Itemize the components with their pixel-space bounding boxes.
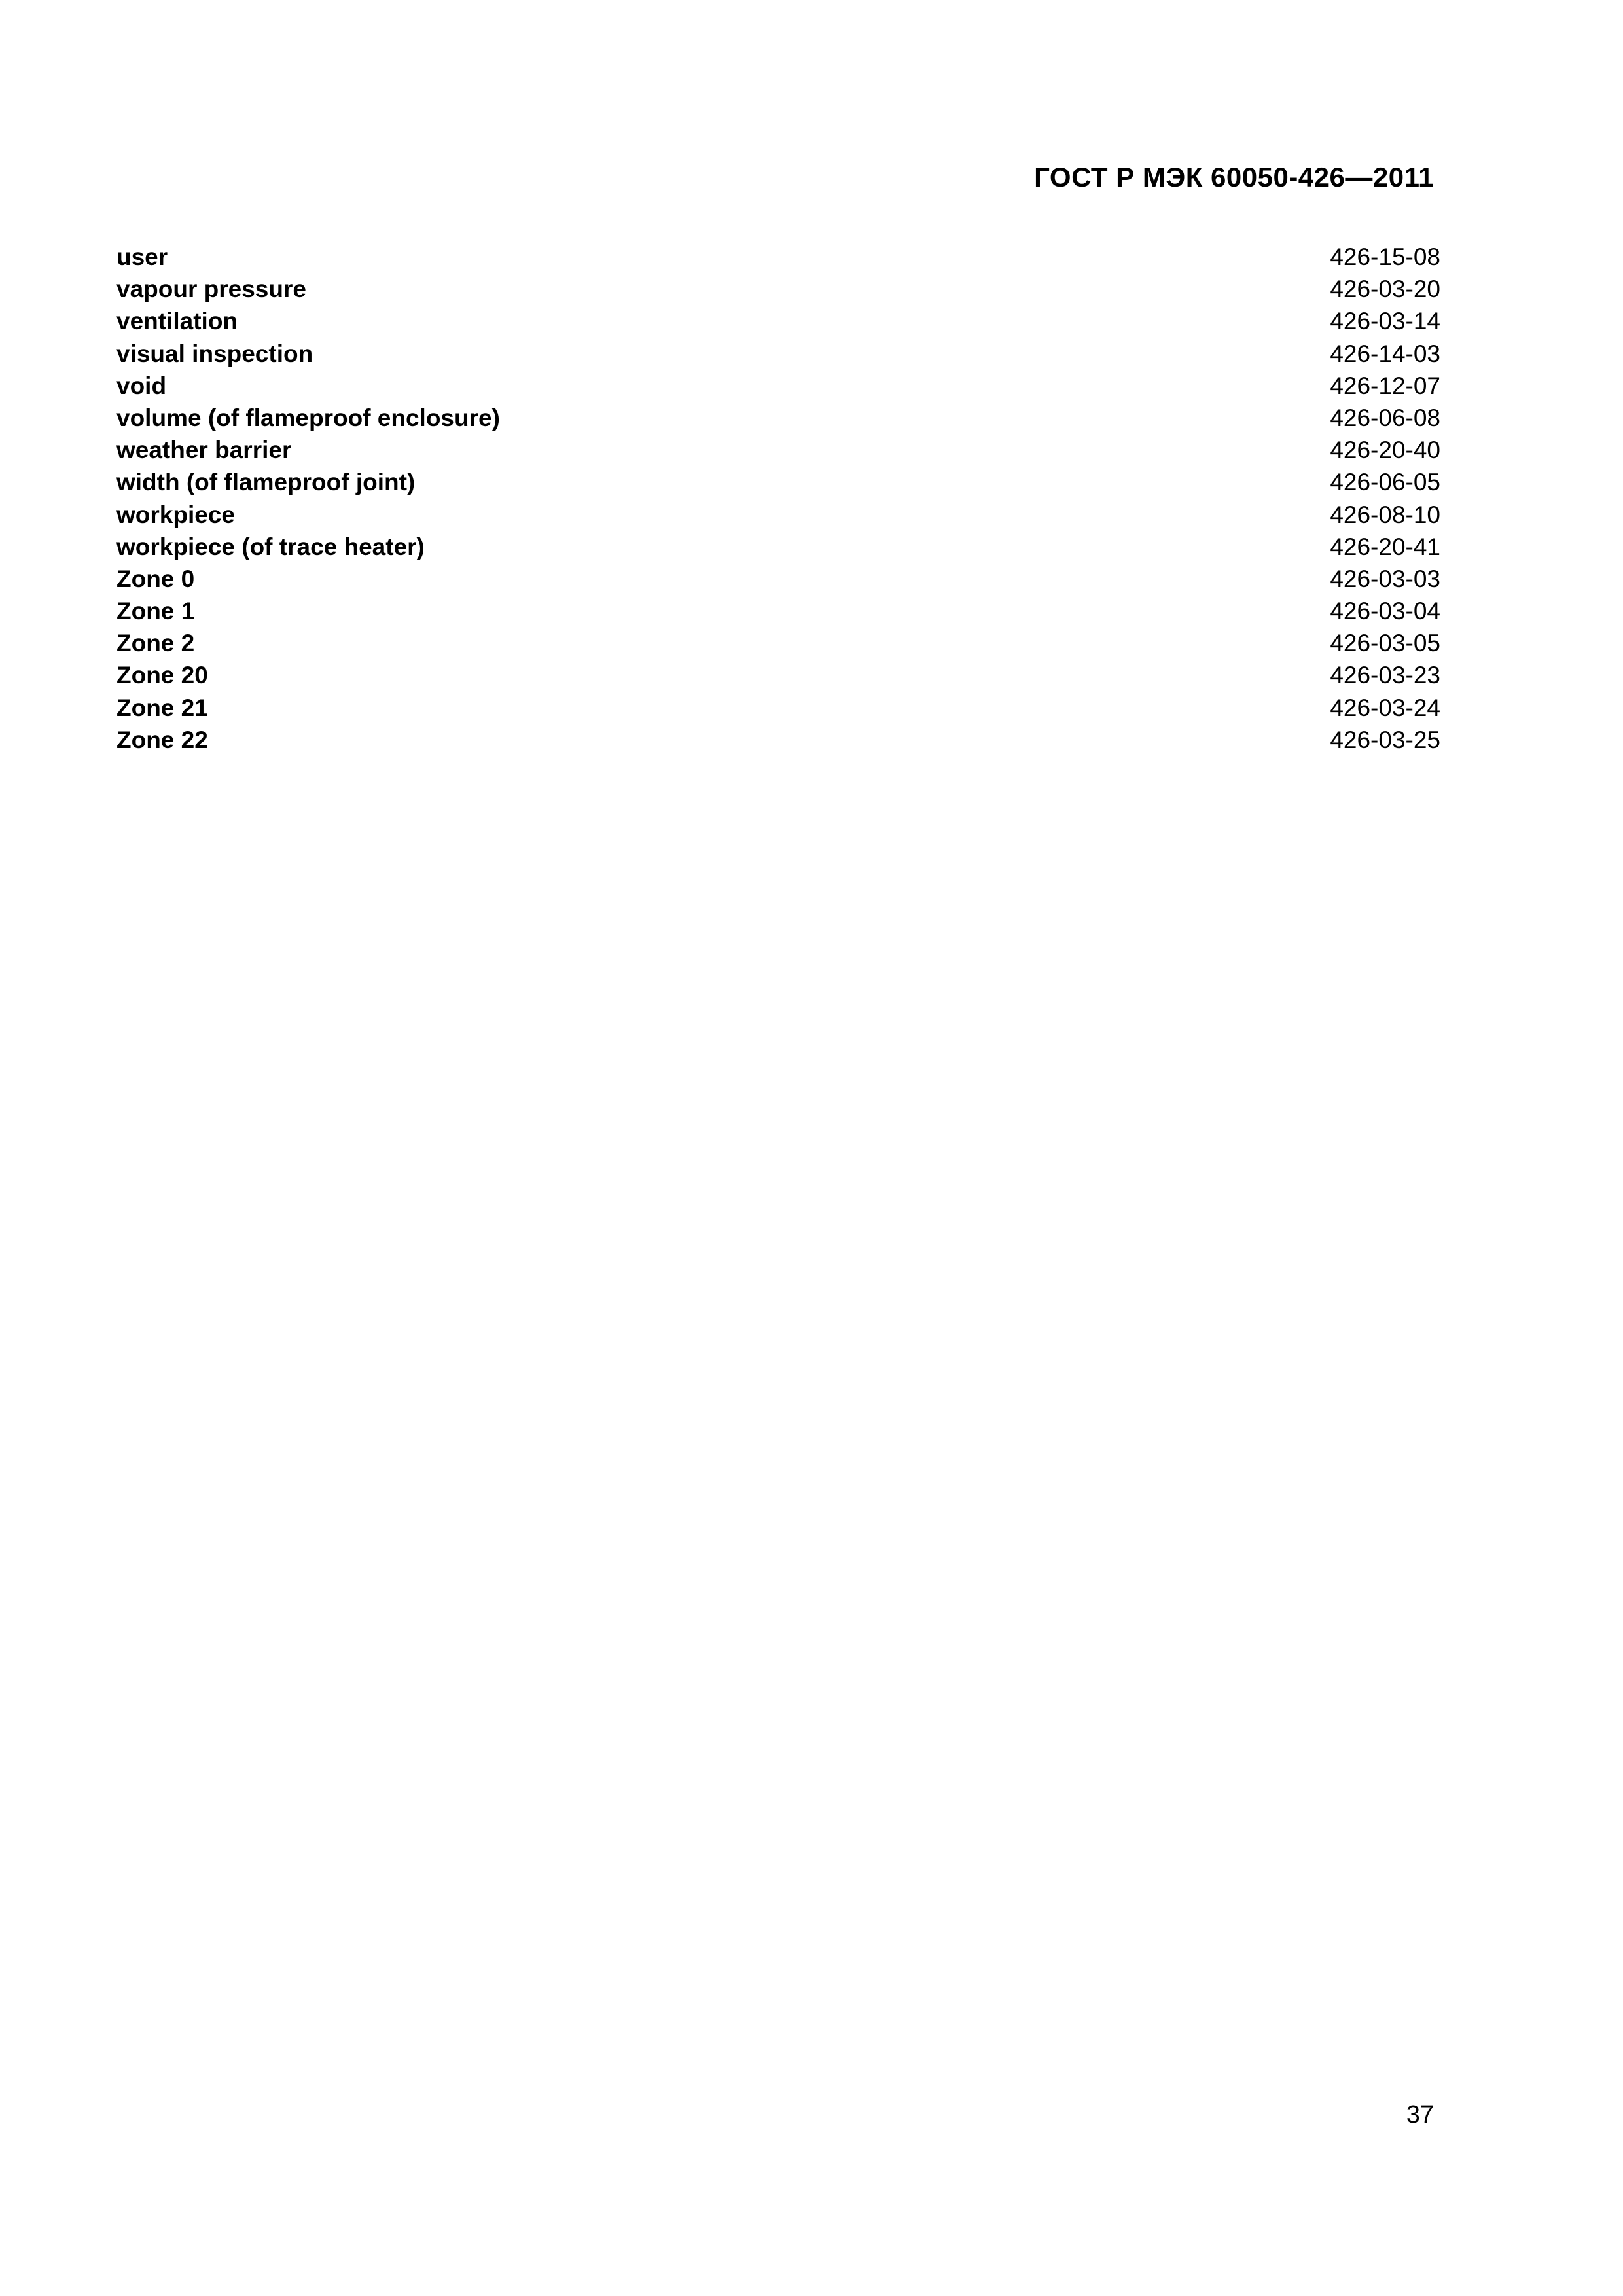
index-ref: 426-14-03 (1330, 340, 1440, 367)
index-entry (116, 595, 1440, 627)
index-entry (116, 241, 1440, 273)
index-entry (116, 466, 1440, 498)
index-term: workpiece (116, 501, 235, 528)
term-index-list (116, 241, 1440, 756)
index-entry (116, 499, 1440, 531)
index-term: visual inspection (116, 340, 313, 367)
index-entry (116, 627, 1440, 659)
index-ref: 426-12-07 (1330, 372, 1440, 399)
index-ref: 426-03-24 (1330, 694, 1440, 721)
index-term: user (116, 243, 168, 270)
index-entry (116, 724, 1440, 756)
index-entry (116, 563, 1440, 595)
index-entry (116, 434, 1440, 466)
index-ref: 426-20-41 (1330, 533, 1440, 560)
page-number: 37 (1406, 2101, 1434, 2128)
index-ref: 426-08-10 (1330, 501, 1440, 528)
index-entry (116, 659, 1440, 691)
index-term: Zone 22 (116, 726, 208, 753)
index-term: Zone 2 (116, 630, 195, 657)
index-term: width (of flameproof joint) (116, 469, 416, 496)
index-ref: 426-03-05 (1330, 630, 1440, 657)
index-term: Zone 20 (116, 662, 208, 689)
index-term: void (116, 372, 167, 399)
index-term: ventilation (116, 308, 238, 335)
index-ref: 426-20-40 (1330, 437, 1440, 464)
index-ref: 426-03-14 (1330, 308, 1440, 335)
index-entry (116, 273, 1440, 305)
index-entry (116, 531, 1440, 563)
index-term: workpiece (of trace heater) (116, 533, 425, 560)
index-entry (116, 338, 1440, 370)
index-ref: 426-03-04 (1330, 598, 1440, 625)
index-entry (116, 692, 1440, 724)
index-term: Zone 21 (116, 694, 208, 721)
index-entry (116, 402, 1440, 434)
index-ref: 426-03-23 (1330, 662, 1440, 689)
index-term: Zone 0 (116, 565, 195, 592)
index-term: weather barrier (116, 437, 292, 464)
index-entry (116, 305, 1440, 337)
index-ref: 426-03-20 (1330, 276, 1440, 303)
index-entry (116, 370, 1440, 402)
index-ref: 426-03-03 (1330, 565, 1440, 592)
index-ref: 426-15-08 (1330, 243, 1440, 270)
index-term: Zone 1 (116, 598, 195, 625)
index-ref: 426-06-05 (1330, 469, 1440, 496)
index-ref: 426-06-08 (1330, 404, 1440, 431)
index-term: volume (of flameproof enclosure) (116, 404, 500, 431)
index-term: vapour pressure (116, 276, 306, 303)
document-header: ГОСТ Р МЭК 60050-426—2011 (1034, 162, 1434, 192)
index-ref: 426-03-25 (1330, 726, 1440, 753)
